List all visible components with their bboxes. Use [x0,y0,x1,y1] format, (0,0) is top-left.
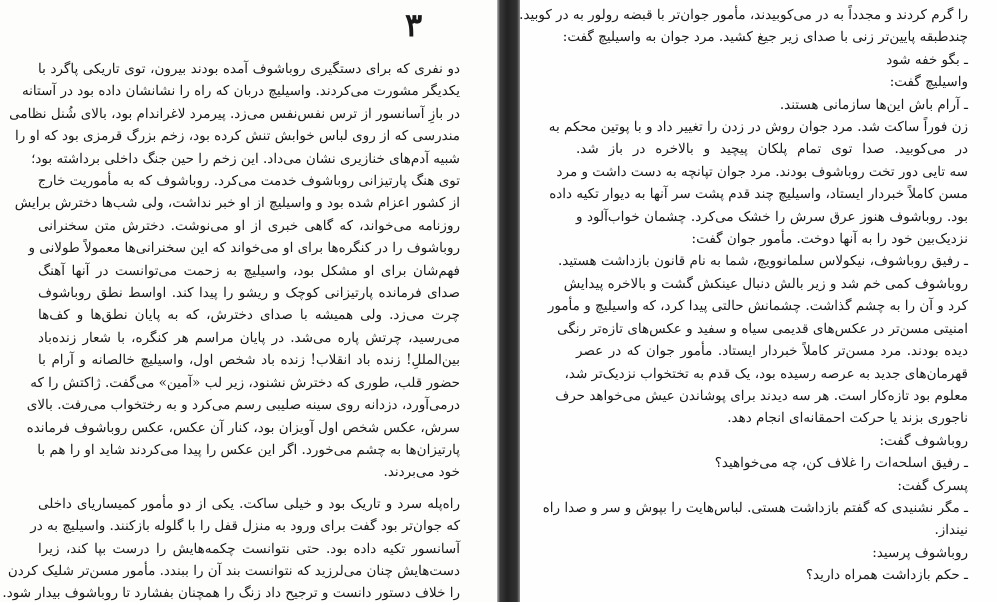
text-line: زن فوراً ساکت شد. مرد جوان روش در زدن را تغییر داد و با پوتین محکم به [548,119,968,136]
text-line: درمی‌آورد، دزدانه روی سینه صلیبی رسم می‌کرد و به رختخواب می‌رفت. بالای [26,397,460,414]
text-line: که جوان‌تر بود گفت برای ورود به منزل قفل را با گلوله بازکنند. واسیلیچ به در [30,518,460,535]
text-line: ـ آرام باش این‌ها سازمانی هستند. [779,96,968,113]
text-line: قهرمان‌های جدید به عرصه رسیده بود، یک قدم به تختخواب نزدیک‌تر شد، [564,365,968,382]
right-page-text [519,4,968,587]
text-line: روباشوف کمی خم شد و زیر بالش دنبال عینکش گشت و بالاخره پیدایش [563,275,968,292]
text-line: پسرک گفت: [897,477,968,494]
text-line: فهم‌شان برای او مشکل بود، واسیلیچ به زحمت می‌توانست در آنها آهنگ [38,262,460,279]
text-line: سه تایی دور تخت روباشوف بودند. مرد جوان تپانچه به دست داشت و مرد [556,163,968,180]
text-line: سرش، عکس شخص اول آویزان بود، کنار آن عکس، عکس روباشوف فرمانده [26,419,460,436]
text-line: خود می‌بردند. [383,464,460,481]
book-spine-shadow [497,0,520,602]
right-book-page [520,0,997,602]
text-line: کرد و آن را به چشم گذاشت. چشمانش حالتی پیدا کرد، که واسیلیچ و مأمور [547,298,968,315]
text-line: در می‌کوبید. صدا توی تمام پلکان پیچید و بالاخره در باز شد. [576,141,968,158]
text-line: ـ رفیق روباشوف، نیکولاس سلمانوویچ، شما به نام قانون بازداشت هستید. [557,253,968,270]
text-line: بین‌المللِ! زنده باد انقلاب! زنده باد شخص اول، واسیلیچ خالصانه و آرام با [38,352,460,369]
text-line: روزنامه می‌خواند، که گاهی خبری از او می‌نوشت. دخترش متن سخنرانی [38,217,460,234]
text-line: حضور قلب، طوری که دخترش نشنود، زیر لب «آمین» می‌گفت. ژاکتش را که [30,374,460,391]
text-line: دست‌هایش چنان می‌لرزید که نتوانست بند آن را ببندد. مأمور مسن‌تر شلیک کردن [7,562,460,579]
text-line: مسن کاملاً خبردار ایستاد، واسیلیچ چند قدم پشت سر آنها به دیوار تکیه داده [549,186,968,203]
text-line: نینداز. [934,522,968,539]
text-line: معلوم بود تازه‌کار است. هر سه دیدند برای پوشاندن عیش می‌خواهد حرف [555,387,968,404]
text-line: ـ رفیق اسلحه‌ات را غلاف کن، چه می‌خواهید؟ [714,455,968,472]
text-line: می‌رسید، چرتش پاره می‌شد. در پایان مراسم هر کنگره، با شعار زنده‌باد [38,329,460,346]
text-line: دو نفری که برای دستگیری روباشوف آمده بودند بیرون، توی تاریکی پاگرد با [38,61,460,77]
text-line: را خلاف دستور دانست و ترجیح داد زنگ را همچنان بفشارد تا روباشوف بیدار شود. [2,585,460,602]
text-line: ـ حکم بازداشت همراه دارید؟ [805,567,968,584]
text-line: چرت می‌زد. ولی همیشه با صدای دخترش، که به پایان نطق‌ها و کف‌ها [38,307,460,324]
left-book-page [0,0,497,602]
text-line: روباشوف گفت: [879,432,968,449]
text-line: مندرسی که از روی لباس خوابش تنش کرده بود، زخم بزرگ قرمزی بود که او را [14,128,460,145]
text-line: آسانسور تکیه داده بود. حتی نتوانست چکمه‌هایش را درست بپا کند، زیرا [38,540,460,557]
text-line: ـ مگر نشنیدی که گفتم بازداشت هستی. لباس‌هایت را بپوش و سر و صدا راه [542,499,968,516]
text-line: یکدیگر مشورت می‌کردند. واسیلیچ دربان که راه را نشانشان داده بود در آستانه [21,83,460,100]
text-line: ـ بگو خفه شود [886,51,968,68]
page-number: ۳ [405,6,423,44]
text-line: روباشوف پرسید: [872,544,968,561]
text-line: ناجوری بزند یا حرکت احمقانه‌ای انجام دهد. [727,410,968,427]
text-line: چندطبقه پایین‌تر زنی با صدای زیر جیغ کشید. مرد جوان به واسیلیچ گفت: [562,29,968,46]
text-line: پارتیزان‌ها به چشم می‌خورد. اگر این عکس را پیدا می‌کردند شاید او را هم با [37,441,460,458]
text-line: از کشور اعزام شده بود و واسیلیچ از او خبر نداشت، ولی شب‌ها دخترش برایش [14,195,460,212]
text-line: در بازِ آسانسور از ترس نفس‌نفس می‌زد. پیرمرد لاغراندام بود، بالای شُنل نظامی [9,105,460,122]
text-line: شبیه آدم‌های خنازیری نشان می‌داد. این زخم را حین جنگ داخلی برداشته بود؛ [31,150,460,167]
text-line: واسیلیچ گفت: [889,74,968,91]
text-line: امنیتی مسن‌تر در عکس‌های قدیمی سیاه و سفید و عکس‌های تازه‌تر رنگی [557,320,968,337]
text-line: را گرم کردند و مجدداً به در می‌کوبیدند، مأمور جوان‌تر با قبضه رولور به در کوبید. [519,7,968,23]
text-line: صدای فرمانده پارتیزانی کوچک و ریشو را پیدا کند. اواسط نطق روباشوف [38,285,460,302]
text-line: دیده بودند. مرد مسن‌تر کاملاً خبردار ایستاد. مأمور جوان که در عصر [576,343,968,360]
text-line: نزدیک‌بین خود را به آنها دوخت. مأمور جوان گفت: [691,231,968,248]
text-line: راه‌پله سرد و تاریک بود و خیلی ساکت. یکی از دو مأمور کمیساریای داخلی [38,495,460,512]
text-line: بود. روباشوف هنوز عرق سرش را خشک می‌کرد. چشمان خواب‌آلود و [576,208,968,225]
left-page-text [2,58,460,605]
paragraph-gap [38,484,460,493]
text-line: توی هنگ پارتیزانی روباشوف خدمت می‌کرد. روباشوف که به مأموریت خارج [37,173,460,190]
text-line: روباشوف را در کنگره‌ها برای او می‌خواند که این سخنرانی‌ها معمولاً طولانی و [28,240,460,257]
